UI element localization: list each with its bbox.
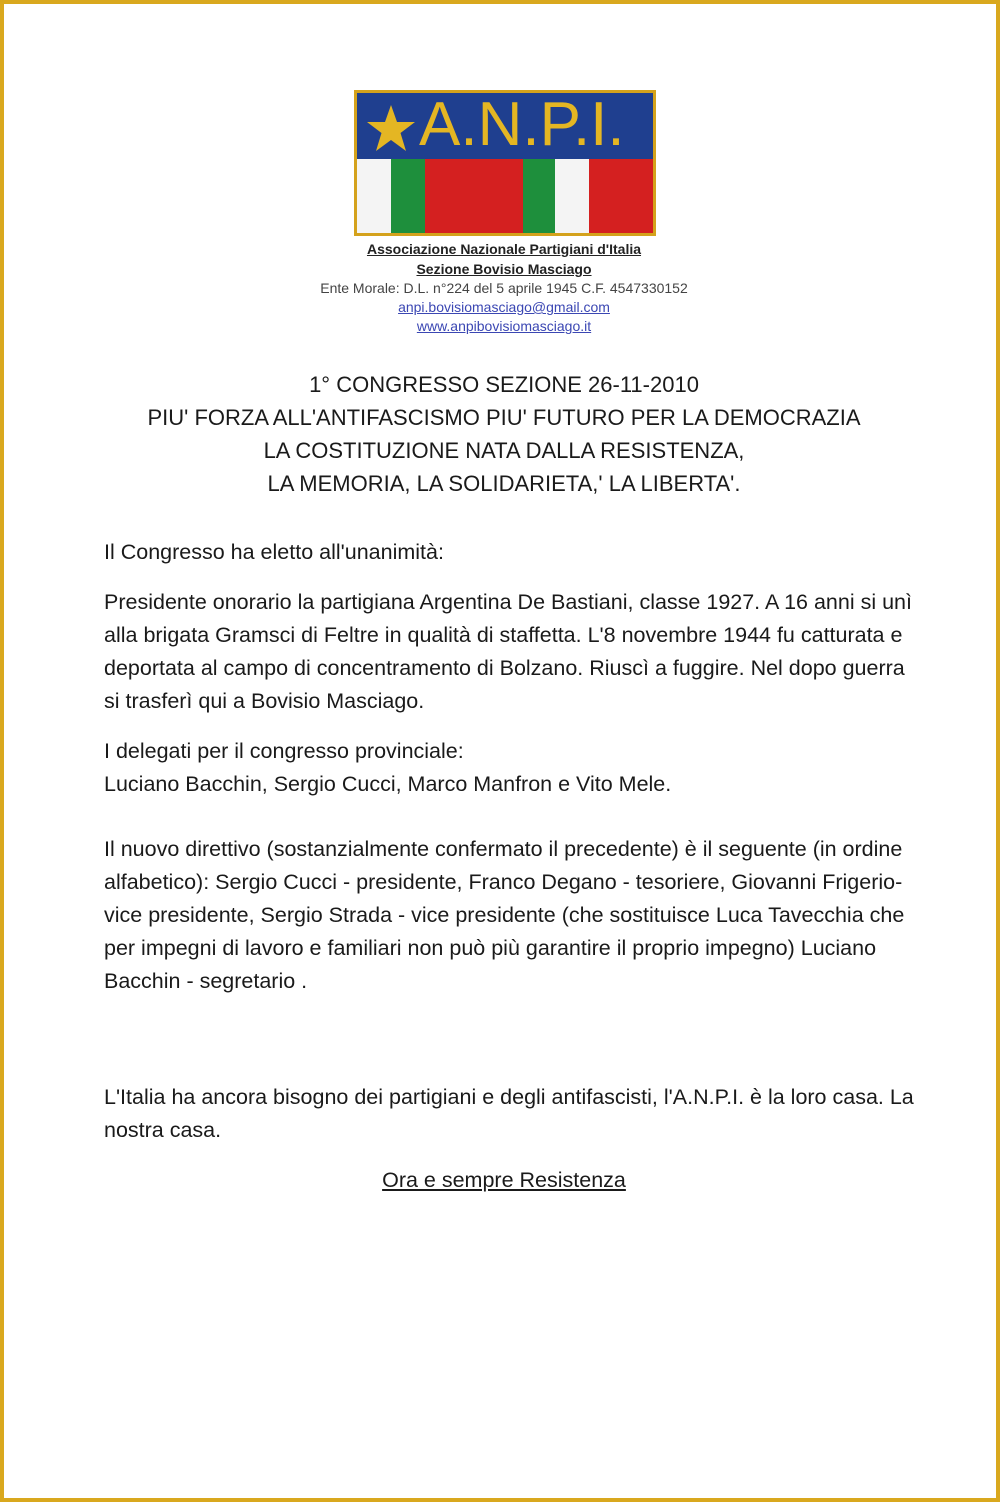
motto: Ora e sempre Resistenza — [382, 1168, 626, 1192]
honorary-president-paragraph: Presidente onorario la partigiana Argentina De Bastiani, classe 1927. A 16 anni si unì alla brigata Gramsci di Feltre in qualità di staffetta. L'8 novembre 1944 fu catturata e deportata al campo di concentramento di Bolzano. Riuscì a fuggire. Nel dopo guerra si trasferì qui a Bovisio Masciago. — [104, 590, 912, 713]
board-paragraph: Il nuovo direttivo (sostanzialmente confermato il precedente) è il seguente (in ordine alfabetico): Sergio Cucci - presidente, Franco Degano - tesoriere, Giovanni Frigerio-vice presidente, Sergio Strada - vice presidente (che sostituisce Luca Tavecchia che per impegni di lavoro e familiari non può più garantire il proprio impegno) Luciano Bacchin - segretario . — [104, 837, 905, 993]
org-legal-info: Ente Morale: D.L. n°224 del 5 aprile 1945 C.F. 4547330152 — [320, 280, 688, 296]
logo-banner — [357, 90, 653, 159]
logo-text: A.N.P.I. — [419, 90, 625, 159]
closing-paragraph: L'Italia ha ancora bisogno dei partigiani e degli antifascisti, l'A.N.P.I. è la loro casa. La nostra casa. — [104, 1085, 914, 1142]
heading-line: LA COSTITUZIONE NATA DALLA RESISTENZA, — [263, 438, 745, 463]
italian-flag-stripes — [357, 159, 653, 236]
anpi-logo — [354, 90, 656, 236]
star-icon — [365, 103, 417, 153]
intro-paragraph: Il Congresso ha eletto all'unanimità: — [104, 540, 444, 564]
website-link[interactable]: www.anpibovisiomasciago.it — [416, 318, 592, 334]
delegates-label: I delegati per il congresso provinciale: — [104, 739, 464, 763]
heading-line: PIU' FORZA ALL'ANTIFASCISMO PIU' FUTURO PER LA DEMOCRAZIA — [147, 405, 861, 430]
congress-heading — [4, 368, 1000, 500]
heading-line: 1° CONGRESSO SEZIONE 26-11-2010 — [309, 372, 699, 397]
org-section: Sezione Bovisio Masciago — [416, 261, 592, 277]
email-link[interactable]: anpi.bovisiomasciago@gmail.com — [398, 299, 610, 315]
heading-line: LA MEMORIA, LA SOLIDARIETA,' LA LIBERTA'. — [267, 471, 741, 496]
delegates-list: Luciano Bacchin, Sergio Cucci, Marco Manfron e Vito Mele. — [104, 772, 672, 796]
org-name: Associazione Nazionale Partigiani d'Italia — [366, 241, 642, 257]
